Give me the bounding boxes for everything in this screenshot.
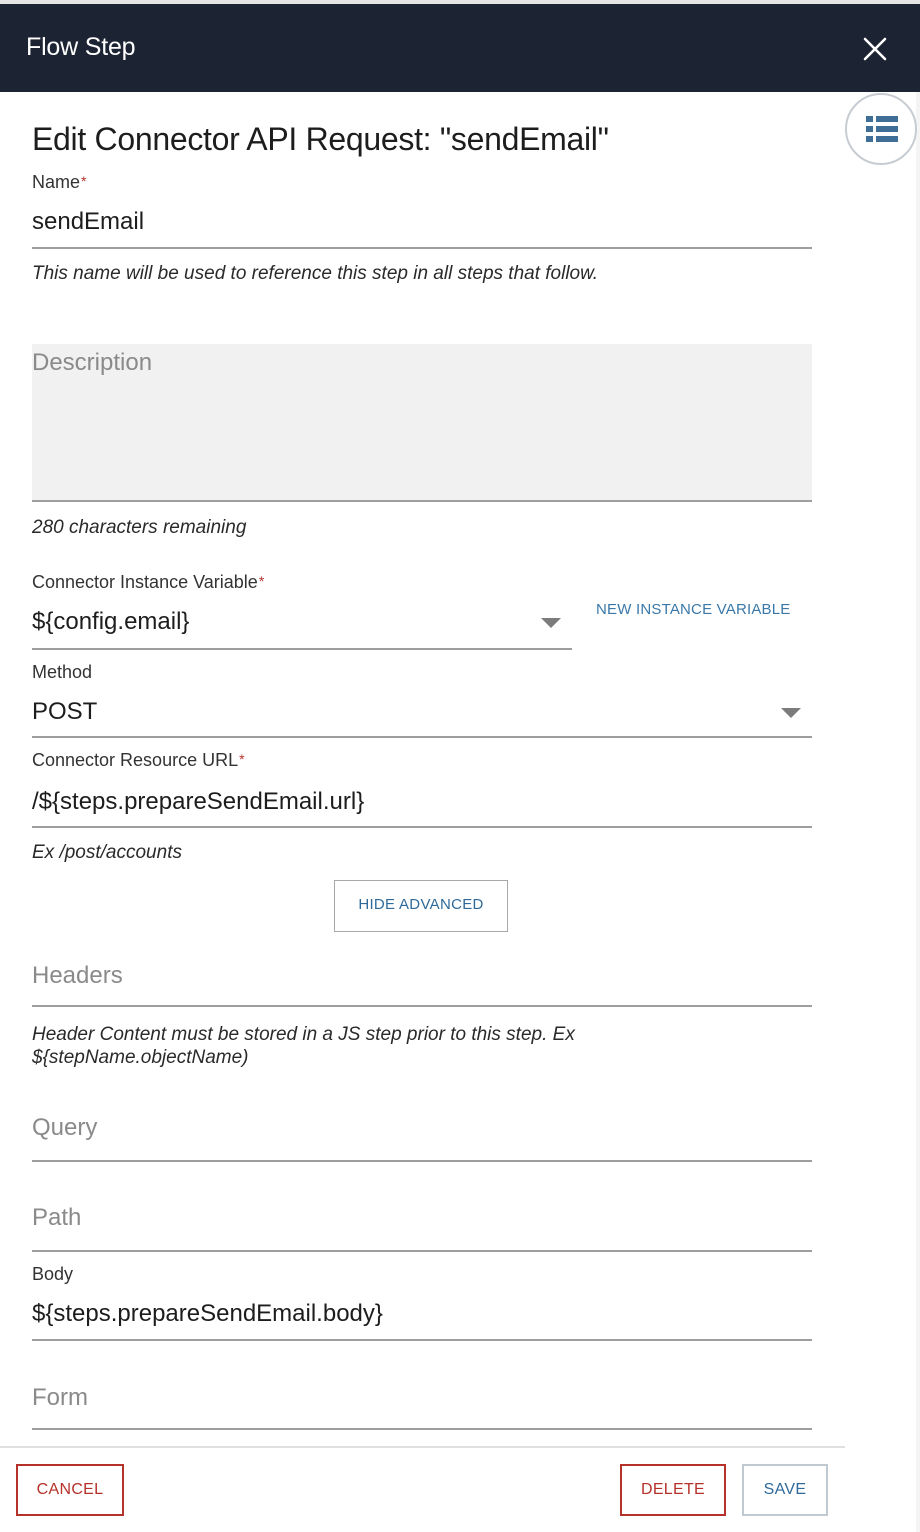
body-input[interactable] (32, 1292, 812, 1341)
chevron-down-icon (541, 618, 561, 628)
connector-instance-label: Connector Instance Variable* (32, 572, 265, 592)
path-input[interactable] (32, 1200, 812, 1252)
required-mark: * (239, 751, 245, 767)
query-input[interactable] (32, 1110, 812, 1162)
headers-placeholder: Headers (32, 962, 123, 989)
list-icon (866, 115, 898, 143)
form-placeholder: Form (32, 1384, 88, 1411)
description-placeholder: Description (32, 349, 153, 376)
name-input-value: sendEmail (32, 208, 145, 235)
resource-url-label: Connector Resource URL* (32, 750, 245, 770)
page-title: Edit Connector API Request: "sendEmail" (32, 121, 609, 157)
headers-help-line2: ${stepName.objectName) (32, 1047, 249, 1068)
name-help-text: This name will be used to reference this step in all steps that follow. (32, 263, 599, 284)
resource-url-value: /${steps.prepareSendEmail.url} (32, 788, 365, 815)
name-input[interactable] (32, 200, 812, 249)
step-list-button[interactable] (845, 93, 917, 165)
new-instance-variable-button[interactable]: NEW INSTANCE VARIABLE (596, 601, 791, 618)
delete-button[interactable]: DELETE (620, 1464, 726, 1516)
chevron-down-icon (781, 708, 801, 718)
footer-divider (0, 1446, 845, 1448)
required-mark: * (258, 573, 265, 589)
connector-instance-value: ${config.email} (32, 608, 190, 635)
scrollbar-track[interactable] (916, 92, 920, 1532)
method-label: Method (32, 662, 93, 682)
body-value: ${steps.prepareSendEmail.body} (32, 1300, 383, 1327)
hide-advanced-button[interactable]: HIDE ADVANCED (334, 880, 508, 932)
required-mark: * (81, 173, 87, 189)
form-input[interactable] (32, 1380, 812, 1430)
query-placeholder: Query (32, 1114, 98, 1141)
dialog-header (0, 4, 920, 92)
name-label: Name* (32, 172, 87, 192)
resource-url-help: Ex /post/accounts (32, 842, 182, 863)
headers-help-line1: Header Content must be stored in a JS step prior to this step. Ex (32, 1024, 575, 1045)
method-select[interactable] (32, 690, 812, 738)
characters-remaining: 280 characters remaining (32, 517, 247, 538)
resource-url-input[interactable] (32, 778, 812, 828)
body-label: Body (32, 1264, 74, 1284)
save-button[interactable]: SAVE (742, 1464, 828, 1516)
close-icon[interactable] (858, 32, 892, 66)
description-input[interactable] (32, 344, 812, 502)
headers-input[interactable] (32, 956, 812, 1007)
cancel-button[interactable]: CANCEL (16, 1464, 124, 1516)
dialog-title: Flow Step (26, 33, 136, 61)
path-placeholder: Path (32, 1204, 82, 1231)
connector-instance-select[interactable] (32, 600, 572, 650)
method-value: POST (32, 698, 98, 725)
